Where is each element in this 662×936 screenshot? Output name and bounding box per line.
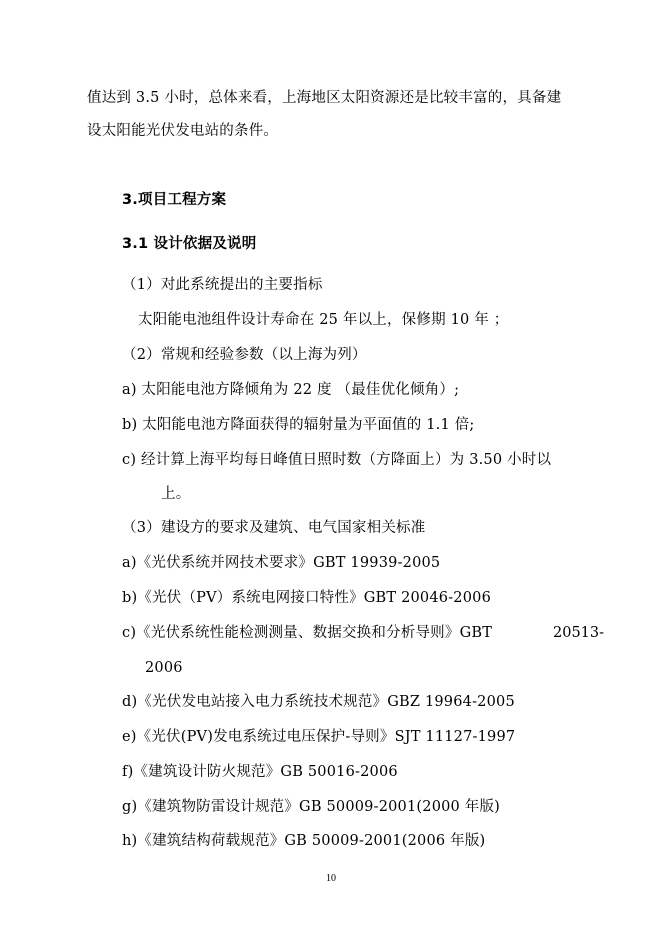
- standard-f: f)《建筑设计防火规范》GB 50016-2006: [122, 764, 398, 780]
- item-2-c-line-1: c) 经计算上海平均每日峰值日照时数（方降面上）为 3.50 小时以: [122, 452, 552, 468]
- standard-a: a)《光伏系统并网技术要求》GBT 19939-2005: [122, 555, 441, 571]
- item-1-text: 太阳能电池组件设计寿命在 25 年以上，保修期 10 年 ；: [138, 312, 509, 328]
- standard-h: h)《建筑结构荷载规范》GB 50009-2001(2006 年版): [122, 833, 486, 849]
- standard-c: c)《光伏系统性能检测测量、数据交换和分析导则》GBT: [122, 625, 493, 641]
- item-2-a: a) 太阳能电池方降倾角为 22 度 （最佳优化倾角）;: [122, 382, 460, 398]
- item-1-heading: （1）对此系统提出的主要指标: [122, 277, 323, 293]
- item-3-heading: （3）建设方的要求及建筑、电气国家相关标准: [122, 520, 426, 536]
- standard-c-number: 20513-: [553, 625, 605, 641]
- intro-paragraph-line-2: 设太阳能光伏发电站的条件。: [87, 123, 279, 139]
- standard-e: e)《光伏(PV)发电系统过电压保护-导则》SJT 11127-1997: [122, 729, 516, 745]
- standard-c-line-2: 2006: [145, 660, 183, 676]
- item-2-b: b) 太阳能电池方降面获得的辐射量为平面值的 1.1 倍;: [122, 417, 475, 433]
- item-2-c-line-2: 上。: [161, 486, 191, 502]
- intro-paragraph-line-1: 值达到 3.5 小时，总体来看，上海地区太阳资源还是比较丰富的，具备建: [87, 90, 562, 106]
- section-3-1-title: 3.1 设计依据及说明: [122, 236, 257, 252]
- standard-g: g)《建筑物防雷设计规范》GB 50009-2001(2000 年版): [122, 799, 501, 815]
- section-3-title: 3.项目工程方案: [122, 192, 227, 208]
- standard-d: d)《光伏发电站接入电力系统技术规范》GBZ 19964-2005: [122, 694, 515, 710]
- page-number: 10: [326, 873, 336, 884]
- standard-b: b)《光伏（PV）系统电网接口特性》GBT 20046-2006: [122, 590, 492, 606]
- item-2-heading: （2）常规和经验参数（以上海为列）: [122, 347, 367, 363]
